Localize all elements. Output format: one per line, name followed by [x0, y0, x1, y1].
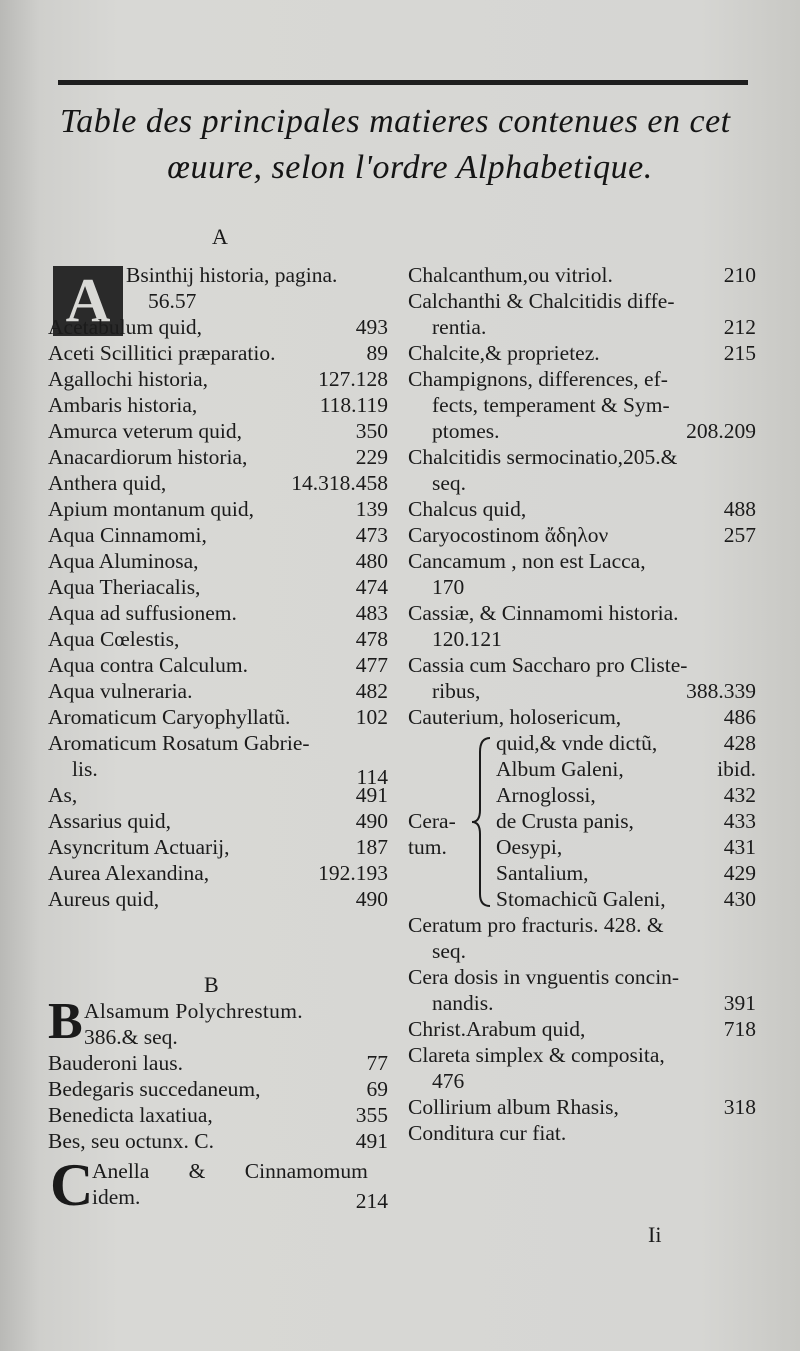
index-entry: [48, 574, 388, 600]
index-entry: [48, 860, 388, 886]
entry-text: Aureus quid,: [48, 887, 160, 911]
entry-page: 192.193: [318, 861, 388, 885]
dropcap-c: C: [50, 1152, 94, 1218]
entry-page: 391: [723, 991, 756, 1015]
index-entry: [48, 314, 388, 340]
entry-page: 432: [723, 783, 756, 807]
index-entry: [48, 444, 388, 470]
entry-text: Bauderoni laus.: [48, 1051, 183, 1075]
entry-page: 350: [355, 419, 388, 443]
entry-page: 318: [723, 1095, 756, 1119]
entry-page: 428: [723, 731, 756, 755]
entry-text: Cera dosis in vnguentis concin-: [408, 965, 680, 989]
index-entry: [408, 444, 756, 470]
index-entry: [48, 1050, 388, 1076]
section-letter-b: B: [204, 972, 219, 997]
entry-text: Amurca veterum quid,: [48, 419, 243, 443]
entry-text: Chalcite,& proprietez.: [408, 341, 600, 365]
index-entry: [408, 600, 756, 626]
curly-brace: [468, 734, 498, 910]
entry-page: 718: [723, 1017, 756, 1041]
index-entry: [408, 496, 756, 522]
index-entry: [408, 470, 756, 496]
left-column-b: [48, 993, 388, 1218]
entry-text: de Crusta panis,: [496, 809, 634, 833]
entry-text: Ambaris historia,: [48, 393, 198, 417]
entry-text: Chalcus quid,: [408, 497, 527, 521]
index-entry: [48, 392, 388, 418]
entry-text: Cassia cum Saccharo pro Cliste-: [408, 653, 688, 677]
index-entry: [48, 652, 388, 678]
entry-page: 478: [355, 627, 388, 651]
index-entry: [48, 1128, 388, 1154]
entry-text: seq.: [432, 939, 467, 963]
entry-page: 355: [355, 1103, 388, 1127]
entry-page: 139: [355, 497, 388, 521]
section-letter-a: A: [212, 224, 228, 249]
entry-text: 170: [432, 575, 465, 599]
ceratum-items: [496, 730, 756, 912]
index-entry: [48, 470, 388, 496]
entry-text: Aqua Aluminosa,: [48, 549, 199, 573]
index-entry: [48, 1076, 388, 1102]
index-entry: [408, 626, 756, 652]
index-entry: [408, 1068, 756, 1094]
index-entry: [408, 964, 756, 990]
entry-page: 493: [355, 315, 388, 339]
entry-page: 77: [366, 1051, 388, 1075]
index-entry: [408, 1016, 756, 1042]
entry-page: ibid.: [717, 757, 756, 781]
entry-text: Cauterium, holosericum,: [408, 705, 622, 729]
left-entries-a: [48, 314, 388, 730]
index-entry: [408, 652, 756, 678]
index-entry-balsamum: B Alsamum Polychrestum. 386.& seq.: [48, 993, 303, 1050]
entry-page: 431: [723, 835, 756, 859]
entry-text: Apium montanum quid,: [48, 497, 255, 521]
entry-page: 433: [723, 809, 756, 833]
entry-text: Aromaticum Caryophyllatũ.: [48, 705, 291, 729]
entry-page: 89: [366, 341, 388, 365]
index-entry: [48, 626, 388, 652]
index-entry: [48, 886, 388, 912]
entry-page: 430: [723, 887, 756, 911]
entry-text: Aqua contra Calculum.: [48, 653, 249, 677]
index-entry: [408, 418, 756, 444]
index-entry: [408, 1120, 756, 1146]
index-entry: [48, 496, 388, 522]
entry-page: 210: [723, 263, 756, 287]
entry-text: Bes, seu octunx. C.: [48, 1129, 215, 1153]
entry-page: 187: [355, 835, 388, 859]
index-entry: [408, 1094, 756, 1120]
index-entry: [48, 522, 388, 548]
index-entry: [408, 1042, 756, 1068]
entry-page: 118.119: [319, 393, 388, 417]
index-entry: [408, 912, 756, 938]
entry-text: Calchanthi & Chalcitidis diffe-: [408, 289, 675, 313]
entry-text: Album Galeni,: [496, 757, 624, 781]
entry-page: 229: [355, 445, 388, 469]
entry-text: Arnoglossi,: [496, 783, 596, 807]
index-entry: [496, 782, 756, 808]
entry-text: Chalcanthum,ou vitriol.: [408, 263, 613, 287]
left-entries-a2: [48, 782, 388, 912]
entry-text: Caryocostinom ἄδηλον: [408, 523, 609, 547]
entry-page: 486: [723, 705, 756, 729]
index-entry: [48, 418, 388, 444]
entry-pages: 56.57: [148, 289, 197, 313]
index-entry: [408, 392, 756, 418]
index-entry-canella: C Anella & Cinnamomum idem. 214: [50, 1152, 388, 1218]
entry-text: fects, temperament & Sym-: [432, 393, 670, 417]
entry-text: ptomes.: [432, 419, 500, 443]
entry-text: Acetabulum quid,: [48, 315, 203, 339]
entry-text: Oesypi,: [496, 835, 563, 859]
title-line-2: œuure, selon l'ordre Alphabetique.: [167, 149, 653, 186]
entry-text: Aceti Scillitici præparatio.: [48, 341, 276, 365]
entry-text: 476: [432, 1069, 465, 1093]
entry-page: 102: [355, 705, 388, 729]
index-entry: [48, 678, 388, 704]
entry-text: Bedegaris succedaneum,: [48, 1077, 261, 1101]
signature-mark: Ii: [648, 1222, 662, 1247]
index-entry: [496, 756, 756, 782]
entry-page: 473: [355, 523, 388, 547]
entry-page: 474: [355, 575, 388, 599]
entry-text: Cassiæ, & Cinnamomi historia.: [408, 601, 679, 625]
index-entry: lis. 114: [72, 757, 388, 789]
index-entry: [48, 600, 388, 626]
dropcap-b: B: [48, 993, 83, 1050]
entry-text: Bsinthij historia, pagina.: [126, 263, 338, 287]
index-entry: [408, 938, 756, 964]
index-entry: [48, 340, 388, 366]
entry-text: Aqua Cœlestis,: [48, 627, 180, 651]
entry-text: Anacardiorum historia,: [48, 445, 248, 469]
index-entry: [496, 834, 756, 860]
entry-text: Aqua ad suffusionem.: [48, 601, 237, 625]
entry-text: Aqua Cinnamomi,: [48, 523, 207, 547]
entry-page: 491: [355, 783, 388, 807]
index-entry: [48, 366, 388, 392]
entry-text: Champignons, differences, ef-: [408, 367, 668, 391]
entry-text: Christ.Arabum quid,: [408, 1017, 586, 1041]
entry-text: Collirium album Rhasis,: [408, 1095, 619, 1119]
left-column: [48, 262, 388, 912]
right-column: [408, 262, 756, 1146]
entry-text: Stomachicũ Galeni,: [496, 887, 666, 911]
entry-text: Aurea Alexandina,: [48, 861, 210, 885]
entry-page: 477: [355, 653, 388, 677]
entry-page: 69: [366, 1077, 388, 1101]
entry-text: Chalcitidis sermocinatio,205.&: [408, 445, 678, 469]
index-entry: Aromaticum Rosatum Gabrie-: [48, 731, 310, 755]
index-entry: [408, 548, 756, 574]
index-entry: [496, 730, 756, 756]
page-title: [50, 100, 770, 190]
index-entry: [408, 288, 756, 314]
entry-text: rentia.: [432, 315, 487, 339]
entry-text: Ceratum pro fracturis. 428. &: [408, 913, 664, 937]
entry-text: Assarius quid,: [48, 809, 172, 833]
entry-page: 429: [723, 861, 756, 885]
entry-text: As,: [48, 783, 78, 807]
index-entry: [408, 704, 756, 730]
entry-page: 388.339: [686, 679, 756, 703]
index-entry: [408, 678, 756, 704]
entry-text: Santalium,: [496, 861, 589, 885]
right-entries-2: [408, 912, 756, 1146]
entry-page: 482: [355, 679, 388, 703]
index-entry: [408, 262, 756, 288]
ceratum-group: [408, 730, 756, 912]
entry-text: Conditura cur fiat.: [408, 1121, 567, 1145]
entry-text: Aqua vulneraria.: [48, 679, 193, 703]
entry-page: 208.209: [686, 419, 756, 443]
entry-page: 491: [355, 1129, 388, 1153]
index-entry: [496, 886, 756, 912]
ceratum-label-1: Cera-: [408, 809, 456, 833]
right-entries: [408, 262, 756, 730]
index-entry: [408, 340, 756, 366]
entry-text: seq.: [432, 471, 467, 495]
entry-text: Aqua Theriacalis,: [48, 575, 201, 599]
index-entry: [48, 1102, 388, 1128]
entry-page: 490: [355, 809, 388, 833]
entry-text: Clareta simplex & composita,: [408, 1043, 665, 1067]
entry-page: 488: [723, 497, 756, 521]
entry-text: Cancamum , non est Lacca,: [408, 549, 646, 573]
index-entry: [408, 366, 756, 392]
entry-page: 212: [723, 315, 756, 339]
index-entry: [408, 522, 756, 548]
entry-text: quid,& vnde dictũ,: [496, 731, 658, 755]
index-entry: [48, 548, 388, 574]
entry-page: 215: [723, 341, 756, 365]
index-entry: [408, 990, 756, 1016]
index-entry: [48, 704, 388, 730]
header-rule: [58, 80, 748, 85]
entry-text: 120.121: [432, 627, 502, 651]
index-entry: [408, 314, 756, 340]
ornate-dropcap-a: A: [53, 266, 123, 336]
index-entry: [496, 860, 756, 886]
entry-page: 257: [723, 523, 756, 547]
index-entry: [496, 808, 756, 834]
title-line-1: Table des principales matieres contenues en cet: [60, 103, 731, 140]
index-entry: [408, 574, 756, 600]
index-entry: [48, 808, 388, 834]
entry-page: 480: [355, 549, 388, 573]
entry-page: 483: [355, 601, 388, 625]
entry-text: Anthera quid,: [48, 471, 167, 495]
index-entry: [48, 834, 388, 860]
entry-text: nandis.: [432, 991, 494, 1015]
entry-text: Asyncritum Actuarij,: [48, 835, 230, 859]
index-entry: [48, 782, 388, 808]
entry-page: 127.128: [318, 367, 388, 391]
entry-page: 14.318.458: [291, 471, 388, 495]
index-entry: [48, 262, 388, 288]
entry-text: Agallochi historia,: [48, 367, 209, 391]
entry-text: ribus,: [432, 679, 481, 703]
left-entries-b: [48, 1050, 388, 1154]
entry-page: 490: [355, 887, 388, 911]
ceratum-label-2: tum.: [408, 835, 447, 859]
entry-text: Benedicta laxatiua,: [48, 1103, 213, 1127]
